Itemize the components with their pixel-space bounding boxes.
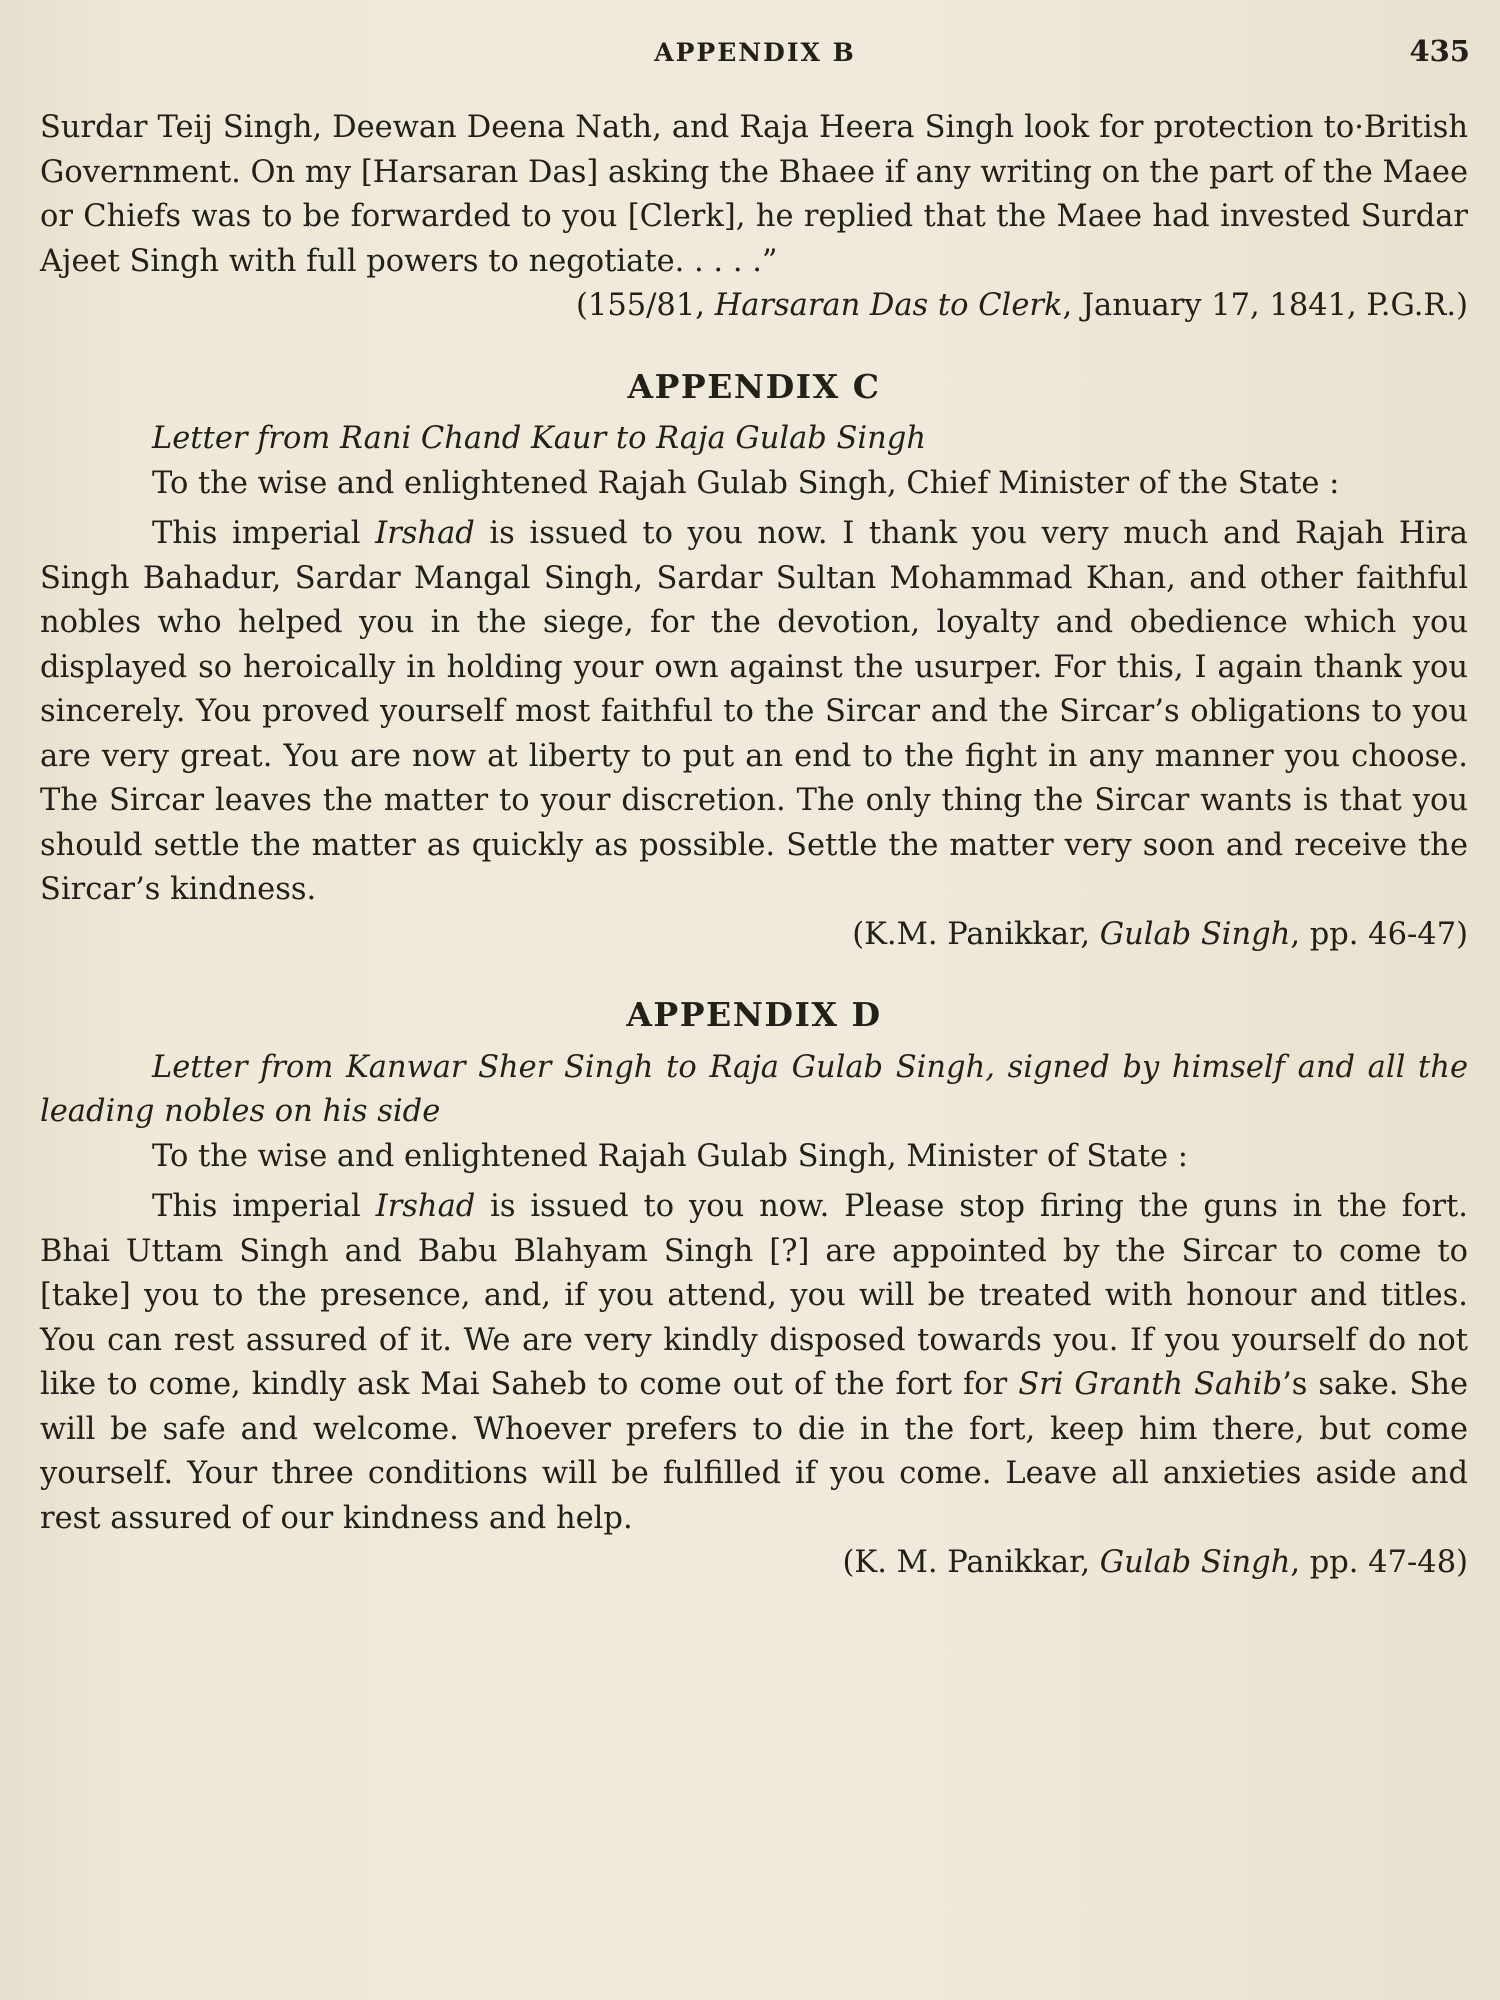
- appendix-c-subtitle: Letter from Rani Chand Kaur to Raja Gulab Singh: [152, 421, 926, 456]
- appendix-b-text: Surdar Teij Singh, Deewan Deena Nath, and Raja Heera Singh look for protection to·British Government. On my [Harsaran Das] asking the Bhaee if any writing on the part of the Maee or Chiefs was to be forwarded to you [Clerk], he replied that the Maee had invested Surdar Ajeet Singh with full powers to negotiate. . . . .”: [40, 110, 1468, 279]
- page-header: [40, 34, 1470, 78]
- appendix-c-heading: APPENDIX C: [627, 366, 881, 406]
- appendix-b-section: [40, 106, 1468, 329]
- appendix-d-body: This imperial Irshad is issued to you now. Please stop firing the guns in the fort. Bhai Uttam Singh and Babu Blahyam Singh [?] are appointed by the Sircar to come to [take] you to the presence, and, if you attend, you will be treated with honour and titles. You can rest assured of it. We are very kindly disposed towards you. If you yourself do not like to come, kindly ask Mai Saheb to come out of the fort for Sri Granth Sahib’s sake. She will be safe and welcome. Whoever prefers to die in the fort, keep him there, but come yourself. Your three conditions will be fulfilled if you come. Leave all anxieties aside and rest assured of our kindness and help.: [40, 1189, 1469, 1536]
- page-content: [40, 106, 1468, 1586]
- appendix-c-source: (K.M. Panikkar, Gulab Singh, pp. 46-47): [852, 916, 1468, 952]
- appendix-b-source: (155/81, Harsaran Das to Clerk, January 17, 1841, P.G.R.): [576, 288, 1468, 323]
- page-number: 435: [1409, 34, 1470, 68]
- appendix-c-body: This imperial Irshad is issued to you now. I thank you very much and Rajah Hira Singh Bahadur, Sardar Mangal Singh, Sardar Sultan Mohammad Khan, and other faithful nobles who helped you in the siege, for the devotion, loyalty and obedience which you displayed so heroically in holding your own against the usurper. For this, I again thank you sincerely. You proved yourself most faithful to the Sircar and the Sircar’s obligations to you are very great. You are now at liberty to put an end to the fight in any manner you choose. The Sircar leaves the matter to your discretion. The only thing the Sircar wants is that you should settle the matter as quickly as possible. Settle the matter very soon and receive the Sircar’s kindness.: [40, 516, 1468, 907]
- appendix-d-heading: APPENDIX D: [626, 995, 882, 1034]
- appendix-d-section: [40, 993, 1468, 1586]
- appendix-d-subtitle: Letter from Kanwar Sher Singh to Raja Gulab Singh, signed by himself and all the leading nobles on his side: [40, 1049, 1468, 1129]
- running-head: APPENDIX B: [654, 38, 856, 67]
- appendix-d-source: (K. M. Panikkar, Gulab Singh, pp. 47-48): [842, 1545, 1468, 1580]
- appendix-c-salutation: To the wise and enlightened Rajah Gulab Singh, Chief Minister of the State :: [152, 465, 1340, 501]
- appendix-d-salutation: To the wise and enlightened Rajah Gulab Singh, Minister of State :: [152, 1138, 1188, 1174]
- appendix-c-section: [40, 365, 1468, 958]
